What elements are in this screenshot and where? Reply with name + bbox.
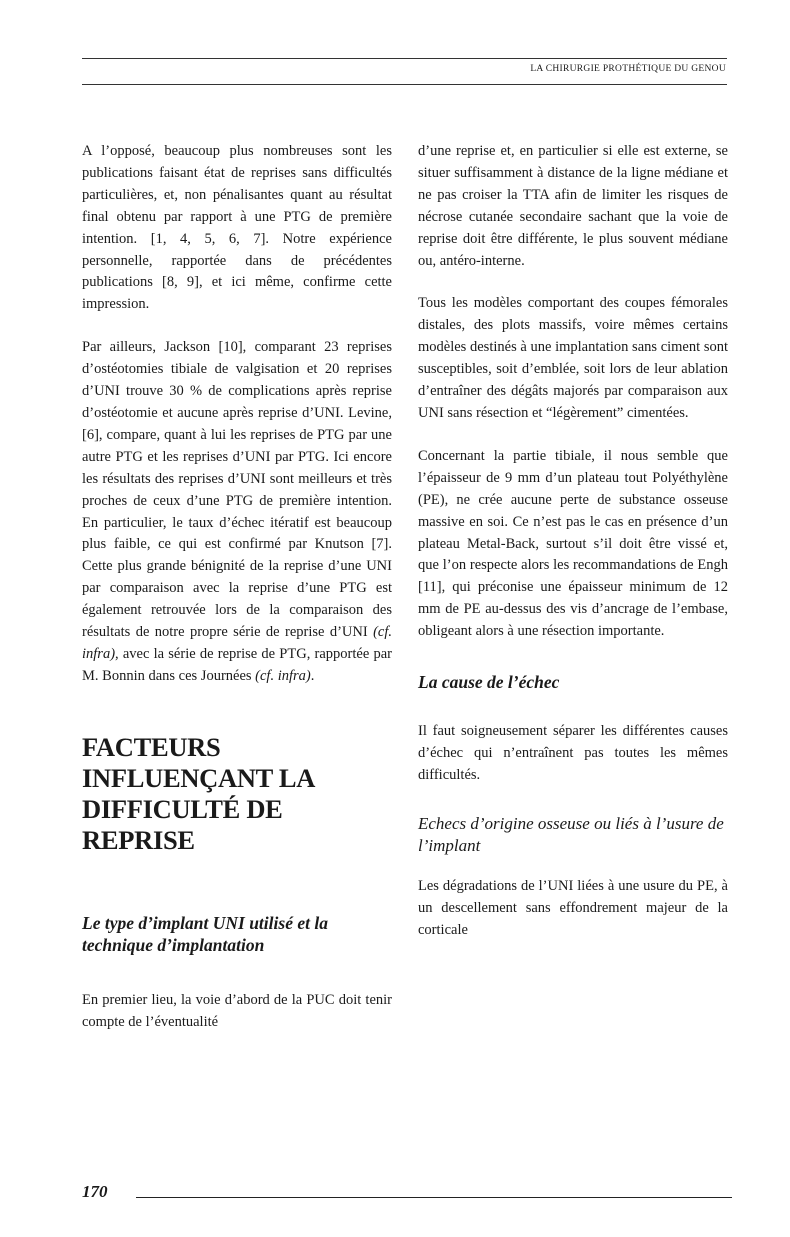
cf-infra-1: (cf. infra) (82, 624, 392, 662)
left-column (82, 141, 392, 1034)
header-top-rule (82, 58, 727, 59)
right-paragraph-2: Tous les modèles comportant des coupes fémorales distales, des plots massifs, voire mêmes certains modèles destinés à une implantation sans ciment sont susceptibles, soit d’emblée, soit lors de leur ablation d’entraîner des dégâts majorés par comparaison aux UNI sans résection et “légèrement” cimentées. (418, 295, 728, 421)
footer-rule (136, 1197, 732, 1198)
section-heading: FACTEURS INFLUENÇANT LA DIFFICULTÉ DE REPRISE (82, 731, 314, 855)
right-paragraph-3: Concernant la partie tibiale, il nous semble que l’épaisseur de 9 mm d’un plateau tout Polyéthylène (PE), ne crée aucune perte de substance osseuse massive en soi. Ce n’est pas le cas en présence d’un plateau Metal-Back, surtout s’il doit être vissé et, que l’on respecte alors les recommandations de Engh [11], qui préconise une épaisseur minimum de 12 mm de PE au-dessus des vis d’ancrage de l’embase, obligeant alors à une résection importante. (418, 447, 728, 640)
right-paragraph-5: Les dégradations de l’UNI liées à une usure du PE, à un descellement sans effondrement majeur de la corticale (418, 877, 728, 938)
page-number: 170 (82, 1182, 108, 1201)
right-paragraph-4: Il faut soigneusement séparer les différentes causes d’échec qui n’entraînent pas toutes les mêmes difficultés. (418, 723, 728, 783)
cf-infra-2: (cf. infra) (255, 667, 311, 684)
left-paragraph-2-a: Par ailleurs, Jackson [10], comparant 23 reprises d’ostéotomies tibiale de valgisation et 20 reprises d’UNI trouve 30 % de complications après reprise d’ostéotomie et aucune après reprise d’UNI. Levine, [6], compare, quant à lui les reprises de PTG par une autre PTG et les reprises d’UNI par PTG. Ici encore les résultats des reprises d’UNI sont meilleurs et très proches de ceux d’une PTG de première intention. En particulier, le taux d’échec itératif est beaucoup plus faible, ce qui est confirmé par Knutson [7]. Cette plus grande bénignité de la reprise d’une UNI par comparaison avec la reprise d’une PTG est également retrouvée lors de la comparaison des résultats de notre propre série de reprise d’UNI (82, 339, 392, 641)
left-paragraph-3: En premier lieu, la voie d’abord de la PUC doit tenir compte de l’éventualité (82, 991, 392, 1030)
running-title: LA CHIRURGIE PROTHÉTIQUE DU GENOU (530, 64, 726, 74)
right-column (418, 141, 728, 941)
left-paragraph-2 (82, 337, 392, 688)
minor-heading-bone-origin: Echecs d’origine osseuse ou liés à l’usure de l’implant (418, 813, 724, 855)
left-paragraph-2-c: . (310, 667, 315, 684)
left-paragraph-1: A l’opposé, beaucoup plus nombreuses sont les publications faisant état de reprises sans difficultés particulières, et, non pénalisantes quant au résultat final obtenu par rapport à une PTG de première intention. [1, 4, 5, 6, 7]. Notre expérience personnelle, rapportée dans de précédentes publications [8, 9], et ici même, confirme cette impression. (82, 143, 392, 313)
subheading-failure-cause: La cause de l’échec (418, 672, 560, 693)
left-paragraph-2-b: , avec la série de reprise de PTG, rapportée par M. Bonnin dans ces Journées (82, 645, 392, 684)
header-bottom-rule (82, 84, 727, 85)
subheading-implant-type: Le type d’implant UNI utilisé et la technique d’implantation (82, 912, 328, 955)
right-paragraph-1: d’une reprise et, en particulier si elle est externe, se situer suffisamment à distance de la ligne médiane et ne pas croiser la TTA afin de limiter les risques de nécrose cutanée secondaire sachant que la voie de reprise doit être différente, le plus souvent médiane ou, antéro-interne. (418, 143, 728, 269)
